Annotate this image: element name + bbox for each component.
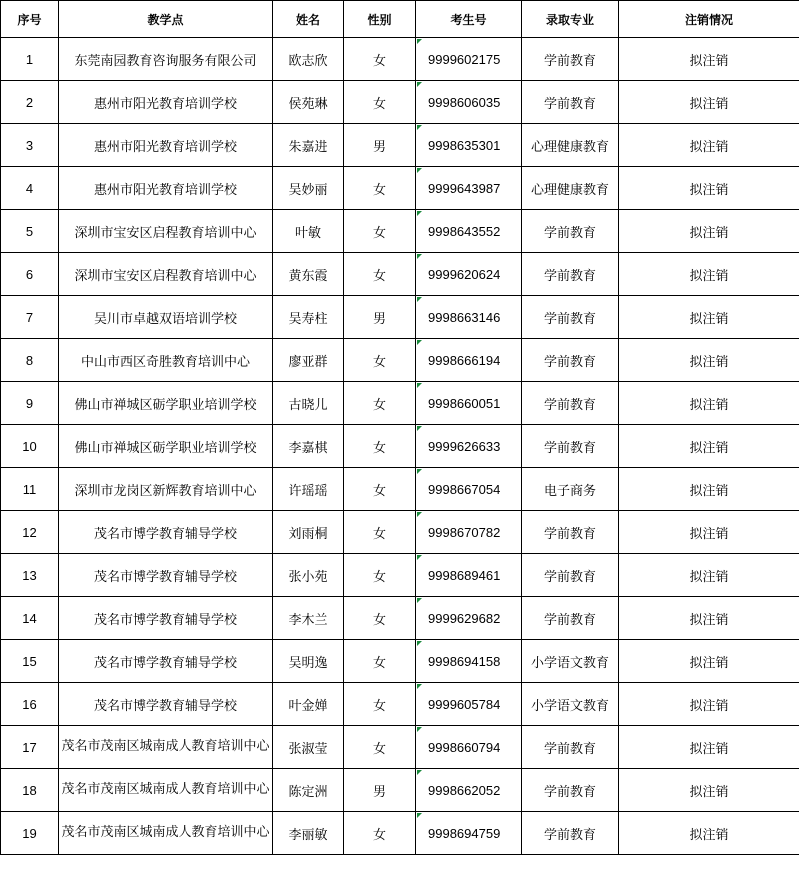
cell-major: 学前教育 (522, 81, 619, 124)
table-row (1, 554, 799, 597)
cell-major: 学前教育 (522, 554, 619, 597)
table-row (1, 81, 799, 124)
cell-status: 拟注销 (619, 597, 799, 640)
cell-major: 小学语文教育 (522, 683, 619, 726)
cell-major: 学前教育 (522, 511, 619, 554)
cell-name: 陈定洲 (273, 769, 344, 812)
cell-no: 15 (1, 640, 59, 683)
table-row (1, 339, 799, 382)
cell-exam-no: 9999629682 (416, 597, 522, 640)
table-row (1, 124, 799, 167)
cell-status: 拟注销 (619, 468, 799, 511)
cell-exam-no: 9999620624 (416, 253, 522, 296)
cell-school: 佛山市禅城区砺学职业培训学校 (59, 382, 273, 425)
cell-no: 7 (1, 296, 59, 339)
cell-major: 学前教育 (522, 253, 619, 296)
table-row (1, 468, 799, 511)
cell-no: 12 (1, 511, 59, 554)
table-row (1, 812, 799, 855)
header-status: 注销情况 (619, 1, 799, 38)
cell-school: 惠州市阳光教育培训学校 (59, 167, 273, 210)
cell-exam-no: 9998660051 (416, 382, 522, 425)
cell-school: 茂名市茂南区城南成人教育培训中心 (59, 812, 273, 855)
cell-gender: 女 (344, 726, 416, 769)
cell-status: 拟注销 (619, 726, 799, 769)
cell-name: 黄东霞 (273, 253, 344, 296)
cell-exam-no: 9998666194 (416, 339, 522, 382)
table-row (1, 296, 799, 339)
table-row (1, 210, 799, 253)
cell-no: 4 (1, 167, 59, 210)
cell-school: 茂名市博学教育辅导学校 (59, 597, 273, 640)
cell-gender: 女 (344, 382, 416, 425)
cell-no: 2 (1, 81, 59, 124)
cell-school: 茂名市博学教育辅导学校 (59, 511, 273, 554)
header-major: 录取专业 (522, 1, 619, 38)
cell-status: 拟注销 (619, 812, 799, 855)
cell-name: 叶金婵 (273, 683, 344, 726)
cell-status: 拟注销 (619, 683, 799, 726)
cell-status: 拟注销 (619, 339, 799, 382)
header-no: 序号 (1, 1, 59, 38)
cell-status: 拟注销 (619, 425, 799, 468)
header-name: 姓名 (273, 1, 344, 38)
cell-no: 13 (1, 554, 59, 597)
table-row (1, 382, 799, 425)
cell-exam-no: 9999626633 (416, 425, 522, 468)
cell-name: 吴寿柱 (273, 296, 344, 339)
cell-status: 拟注销 (619, 38, 799, 81)
cell-name: 许瑶瑶 (273, 468, 344, 511)
cell-exam-no: 9998643552 (416, 210, 522, 253)
cell-exam-no: 9998694158 (416, 640, 522, 683)
cell-exam-no: 9998670782 (416, 511, 522, 554)
cell-exam-no: 9998689461 (416, 554, 522, 597)
cell-exam-no: 9998660794 (416, 726, 522, 769)
cell-name: 李嘉棋 (273, 425, 344, 468)
cell-no: 14 (1, 597, 59, 640)
table-row (1, 511, 799, 554)
cell-no: 16 (1, 683, 59, 726)
cell-gender: 男 (344, 124, 416, 167)
cell-gender: 女 (344, 81, 416, 124)
header-row (1, 1, 799, 38)
cell-gender: 女 (344, 812, 416, 855)
cell-major: 学前教育 (522, 382, 619, 425)
cell-school: 茂名市茂南区城南成人教育培训中心 (59, 769, 273, 812)
cell-no: 18 (1, 769, 59, 812)
cell-school: 惠州市阳光教育培训学校 (59, 81, 273, 124)
cell-no: 10 (1, 425, 59, 468)
cell-status: 拟注销 (619, 210, 799, 253)
cell-gender: 女 (344, 167, 416, 210)
table-row (1, 597, 799, 640)
cell-school: 佛山市禅城区砺学职业培训学校 (59, 425, 273, 468)
cell-name: 李木兰 (273, 597, 344, 640)
cell-exam-no: 9999605784 (416, 683, 522, 726)
cell-no: 3 (1, 124, 59, 167)
cell-major: 学前教育 (522, 425, 619, 468)
cell-status: 拟注销 (619, 769, 799, 812)
cell-school: 茂名市博学教育辅导学校 (59, 640, 273, 683)
cell-school: 深圳市宝安区启程教育培训中心 (59, 210, 273, 253)
cell-no: 6 (1, 253, 59, 296)
cell-status: 拟注销 (619, 640, 799, 683)
cell-school: 中山市西区奇胜教育培训中心 (59, 339, 273, 382)
cell-name: 叶敏 (273, 210, 344, 253)
cell-name: 古晓儿 (273, 382, 344, 425)
table-body (1, 38, 799, 855)
cell-name: 朱嘉进 (273, 124, 344, 167)
cell-school: 深圳市龙岗区新辉教育培训中心 (59, 468, 273, 511)
cell-major: 学前教育 (522, 769, 619, 812)
cell-school: 惠州市阳光教育培训学校 (59, 124, 273, 167)
cell-status: 拟注销 (619, 511, 799, 554)
cell-no: 17 (1, 726, 59, 769)
cell-status: 拟注销 (619, 296, 799, 339)
header-exam-no: 考生号 (416, 1, 522, 38)
cell-gender: 女 (344, 554, 416, 597)
cell-exam-no: 9998606035 (416, 81, 522, 124)
cell-exam-no: 9998667054 (416, 468, 522, 511)
table-row (1, 683, 799, 726)
cell-gender: 女 (344, 683, 416, 726)
cell-gender: 女 (344, 468, 416, 511)
table-row (1, 38, 799, 81)
table-row (1, 640, 799, 683)
cell-school: 东莞南园教育咨询服务有限公司 (59, 38, 273, 81)
cell-name: 吴明逸 (273, 640, 344, 683)
cell-name: 张淑莹 (273, 726, 344, 769)
cell-major: 小学语文教育 (522, 640, 619, 683)
cell-major: 学前教育 (522, 210, 619, 253)
cell-status: 拟注销 (619, 382, 799, 425)
cell-major: 学前教育 (522, 812, 619, 855)
cell-name: 刘雨桐 (273, 511, 344, 554)
cell-school: 茂名市茂南区城南成人教育培训中心 (59, 726, 273, 769)
cell-gender: 女 (344, 640, 416, 683)
cell-exam-no: 9998662052 (416, 769, 522, 812)
cell-name: 欧志欣 (273, 38, 344, 81)
cell-major: 心理健康教育 (522, 124, 619, 167)
table-row (1, 726, 799, 769)
cell-no: 11 (1, 468, 59, 511)
cell-gender: 女 (344, 511, 416, 554)
cell-status: 拟注销 (619, 81, 799, 124)
cell-major: 学前教育 (522, 339, 619, 382)
cell-gender: 女 (344, 253, 416, 296)
cell-exam-no: 9998694759 (416, 812, 522, 855)
cell-major: 电子商务 (522, 468, 619, 511)
cell-gender: 男 (344, 769, 416, 812)
cell-gender: 女 (344, 597, 416, 640)
cell-major: 心理健康教育 (522, 167, 619, 210)
cell-school: 茂名市博学教育辅导学校 (59, 683, 273, 726)
cell-exam-no: 9999602175 (416, 38, 522, 81)
cell-status: 拟注销 (619, 167, 799, 210)
cell-school: 吴川市卓越双语培训学校 (59, 296, 273, 339)
cell-major: 学前教育 (522, 597, 619, 640)
cell-major: 学前教育 (522, 38, 619, 81)
cell-no: 9 (1, 382, 59, 425)
cell-school: 茂名市博学教育辅导学校 (59, 554, 273, 597)
cell-status: 拟注销 (619, 253, 799, 296)
table-row (1, 769, 799, 812)
cell-exam-no: 9999643987 (416, 167, 522, 210)
cell-name: 侯苑琳 (273, 81, 344, 124)
cell-gender: 女 (344, 339, 416, 382)
table-row (1, 253, 799, 296)
cell-no: 8 (1, 339, 59, 382)
cell-exam-no: 9998663146 (416, 296, 522, 339)
cell-name: 张小苑 (273, 554, 344, 597)
cell-gender: 男 (344, 296, 416, 339)
cell-status: 拟注销 (619, 124, 799, 167)
cell-name: 吴妙丽 (273, 167, 344, 210)
cell-no: 19 (1, 812, 59, 855)
header-school: 教学点 (59, 1, 273, 38)
cell-status: 拟注销 (619, 554, 799, 597)
cell-name: 李丽敏 (273, 812, 344, 855)
cell-gender: 女 (344, 38, 416, 81)
cell-major: 学前教育 (522, 296, 619, 339)
cell-school: 深圳市宝安区启程教育培训中心 (59, 253, 273, 296)
cell-gender: 女 (344, 210, 416, 253)
table-row (1, 425, 799, 468)
cell-gender: 女 (344, 425, 416, 468)
cell-no: 5 (1, 210, 59, 253)
cell-exam-no: 9998635301 (416, 124, 522, 167)
cell-name: 廖亚群 (273, 339, 344, 382)
cell-major: 学前教育 (522, 726, 619, 769)
table-row (1, 167, 799, 210)
header-gender: 性别 (344, 1, 416, 38)
cell-no: 1 (1, 38, 59, 81)
